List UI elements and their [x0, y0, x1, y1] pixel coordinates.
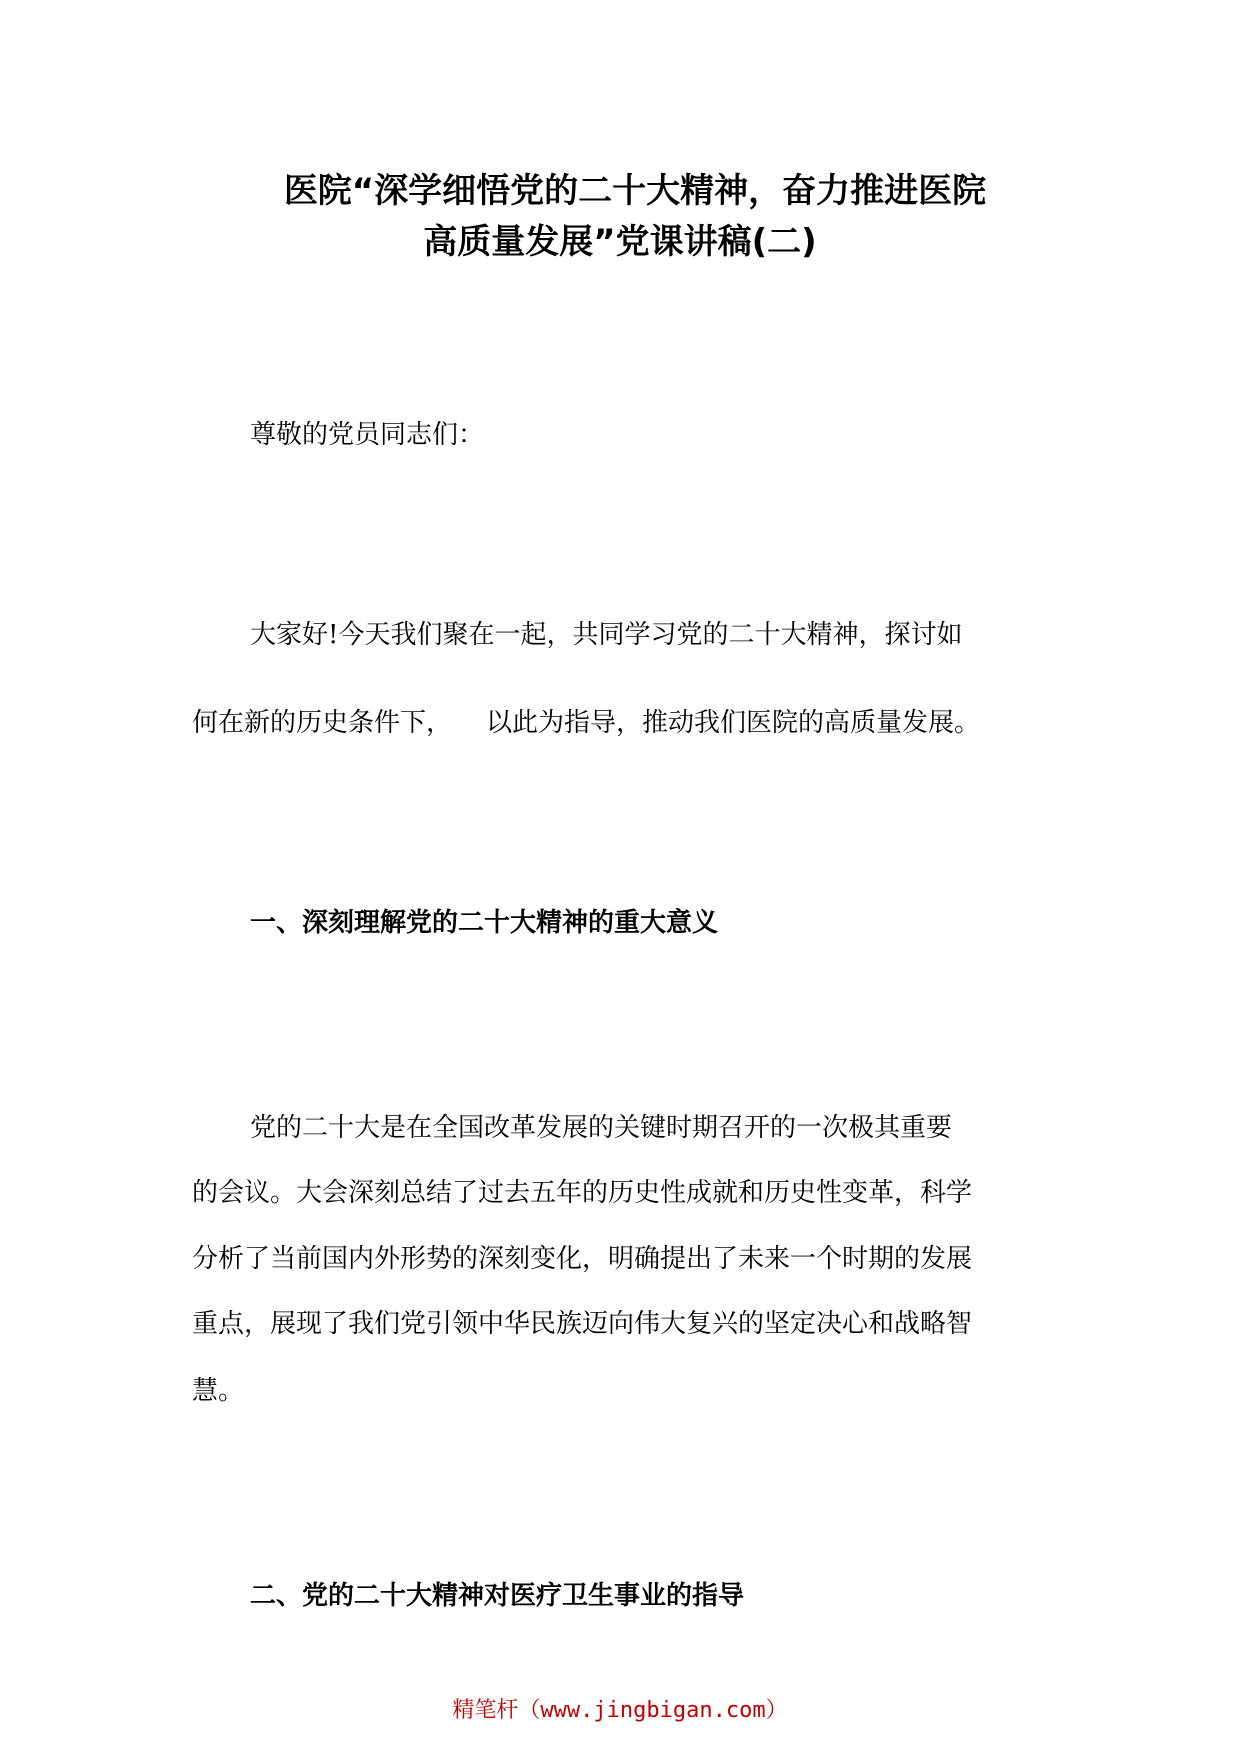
- footer-watermark: [0, 1696, 1240, 1726]
- section-2-heading: 二、党的二十大精神对医疗卫生事业的指导: [250, 1581, 745, 1611]
- footer-url[interactable]: （www.jingbigan.com）: [518, 1698, 788, 1723]
- section-1-paragraph-line: 党的二十大是在全国改革发展的关键时期召开的一次极其重要: [250, 1113, 953, 1143]
- document-title-line-1: 医院“深学细悟党的二十大精神，奋力推进医院: [283, 171, 987, 211]
- document-title-line-2: 高质量发展”党课讲稿(二): [423, 222, 817, 262]
- footer-brand: 精笔杆: [452, 1698, 519, 1723]
- salutation: 尊敬的党员同志们：: [250, 420, 485, 450]
- intro-paragraph-line-2b: 以此为指导，推动我们医院的高质量发展。: [486, 708, 981, 738]
- section-1-paragraph-line: 的会议。大会深刻总结了过去五年的历史性成就和历史性变革，科学: [192, 1178, 973, 1208]
- section-1-paragraph-line: 分析了当前国内外形势的深刻变化，明确提出了未来一个时期的发展: [192, 1244, 973, 1274]
- intro-paragraph-line-2: [192, 705, 1240, 741]
- intro-paragraph-line-1: 大家好!今天我们聚在一起，共同学习党的二十大精神，探讨如: [250, 620, 963, 650]
- section-1-paragraph-line: 慧。: [192, 1376, 245, 1406]
- intro-paragraph-line-2a: 何在新的历史条件下，: [192, 708, 453, 738]
- section-1-paragraph-line: 重点，展现了我们党引领中华民族迈向伟大复兴的坚定决心和战略智: [192, 1309, 973, 1339]
- section-1-heading: 一、深刻理解党的二十大精神的重大意义: [250, 908, 719, 938]
